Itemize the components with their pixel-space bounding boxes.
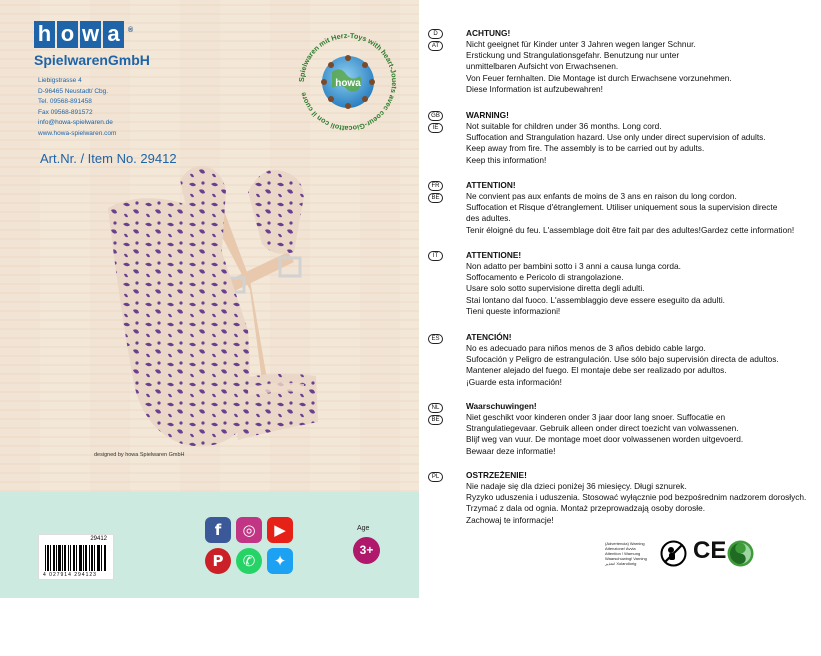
- globe-badge: [292, 26, 404, 138]
- globe-icon: [292, 26, 404, 138]
- logo-letter: o: [57, 21, 78, 48]
- warning-line: Usare solo sotto supervisione diretta degli adulti.: [466, 283, 645, 294]
- language-code: D: [428, 29, 443, 39]
- brand-name: SpielwarenGmbH: [34, 52, 150, 68]
- address-line: www.howa-spielwaren.com: [38, 129, 117, 137]
- pinterest-icon[interactable]: P: [205, 548, 231, 574]
- twitter-icon[interactable]: ✦: [267, 548, 293, 574]
- note-line: تحذير! Xolandiorig: [605, 561, 637, 566]
- warning-line: Diese Information ist aufzubewahren!: [466, 83, 603, 94]
- note-line: (Advertencia) Warning: [605, 541, 645, 546]
- warning-line: Nie nadaje się dla dzieci poniżej 36 miesięcy. Długi sznurek.: [466, 481, 687, 491]
- warning-title: ATTENTION!: [466, 180, 516, 190]
- warning-line: Soffocamento e Pericolo di strangolazione.: [466, 272, 624, 283]
- address-line: info@howa-spielwaren.de: [38, 119, 113, 126]
- age-label: Age: [357, 525, 370, 532]
- article-number: Art.Nr. / Item No. 29412: [40, 151, 177, 166]
- warning-title: WARNING!: [466, 110, 509, 120]
- globe-ring-text: Spielwaren mit Herz-Toys with heart-Jouets avec coeur-Giocattoli con il cuore: [296, 30, 400, 134]
- baby-carrier-image: [98, 160, 328, 455]
- warning-line: Trzymać z dala od ognia. Montaż przeprowadzają osoby dorosłe.: [466, 503, 706, 514]
- address-line: D-96465 Neustadt/ Cbg.: [38, 87, 109, 95]
- barcode-article-number: 29412: [90, 536, 107, 542]
- warning-line: Bewaar deze informatie!: [466, 445, 556, 456]
- address-line: Liebigstrasse 4: [38, 77, 82, 84]
- warning-line: Zachowaj te informacje!: [466, 514, 554, 525]
- warning-line: Tieni queste informazioni!: [466, 305, 561, 316]
- language-code: AT: [428, 41, 443, 51]
- warning-line: No es adecuado para niños menos de 3 años debido cable largo.: [466, 343, 706, 353]
- barcode-digits: 4 027914 294123: [43, 572, 97, 578]
- language-code: PL: [428, 472, 443, 482]
- logo-letter: w: [81, 21, 100, 46]
- logo-letter: h: [34, 21, 55, 48]
- language-code: BE: [428, 193, 443, 203]
- warning-line: Not suitable for children under 36 months. Long cord.: [466, 121, 662, 131]
- instagram-icon[interactable]: ◎: [236, 517, 262, 543]
- address-line: Fax 09568-891572: [38, 108, 93, 116]
- green-dot-recycle-icon: [727, 540, 754, 567]
- warning-line: Von Feuer fernhalten. Die Montage ist durch Erwachsene vorzunehmen.: [466, 72, 732, 83]
- note-line: Attention ! Warnung: [605, 551, 641, 556]
- warning-title: ACHTUNG!: [466, 28, 511, 38]
- language-code: IT: [428, 251, 443, 261]
- language-code: GB: [428, 111, 443, 121]
- warning-line: Tenir éloigné du feu. L'assemblage doit être fait par des adultes!Gardez cette information!: [466, 224, 795, 235]
- language-code: NL: [428, 403, 443, 413]
- warning-title: ATENCIÓN!: [466, 332, 512, 342]
- warning-line: Mantener alejado del fuego. El montaje debe ser realizado por adultos.: [466, 365, 727, 376]
- warning-line: Keep away from fire. The assembly is to be carried out by adults.: [466, 143, 705, 154]
- warning-line: Ne convient pas aux enfants de moins de 3 ans en raison du long cordon.: [466, 191, 737, 201]
- howa-logo: [34, 21, 134, 48]
- warning-line: unmittelbaren Aufsicht von Erwachsenen.: [466, 61, 619, 72]
- youtube-icon[interactable]: ▶: [267, 517, 293, 543]
- multilingual-warning-note: [605, 541, 647, 566]
- language-code: ES: [428, 334, 443, 344]
- age-badge: 3+: [353, 537, 380, 564]
- warning-title: ATTENTIONE!: [466, 250, 522, 260]
- warning-line: Keep this information!: [466, 154, 547, 165]
- registered-mark: ®: [128, 27, 134, 34]
- globe-center-text: howa: [335, 78, 361, 89]
- warning-line: Sufocación y Peligro de estrangulación. Use sólo bajo supervisión directa de adultos.: [466, 354, 779, 365]
- warning-line: Stai lontano dal fuoco. L'assemblaggio deve essere eseguito da adulti.: [466, 294, 725, 305]
- warning-title: OSTRZEŻENIE!: [466, 470, 527, 480]
- warning-line: des adultes.: [466, 213, 511, 224]
- language-code: BE: [428, 415, 443, 425]
- warning-line: Ryzyko uduszenia i uduszenia. Stosować wyłącznie pod bezpośrednim nadzorem dorosłych.: [466, 492, 807, 503]
- warning-line: Niet geschikt voor kinderen onder 3 jaar door lang snoer. Suffocatie en: [466, 412, 726, 422]
- designer-credit: designed by howa Spielwaren GmbH: [94, 452, 185, 458]
- warning-line: Blijf weg van vuur. De montage moet door volwassenen worden uitgevoerd.: [466, 434, 744, 445]
- warning-title: Waarschuwingen!: [466, 401, 537, 411]
- address-line: Tel. 09568-891458: [38, 98, 92, 105]
- warning-line: Suffocation and Strangulation hazard. Use only under direct supervision of adults.: [466, 132, 766, 143]
- logo-letter: a: [103, 21, 124, 48]
- warning-line: Strangulatiegevaar. Gebruik alleen onder direct toezicht van volwassenen.: [466, 423, 739, 434]
- not-for-under-3-icon: [660, 540, 687, 567]
- language-code: IE: [428, 123, 443, 133]
- warning-line: Erstickung und Strangulationsgefahr. Benutzung nur unter: [466, 50, 680, 61]
- language-code: FR: [428, 181, 443, 191]
- note-line: Attenzione! Avvia: [605, 546, 636, 551]
- warning-line: Nicht geeignet für Kinder unter 3 Jahren wegen langer Schnur.: [466, 39, 696, 49]
- barcode-bars: [45, 545, 107, 571]
- whatsapp-icon[interactable]: ✆: [236, 548, 262, 574]
- warning-line: Suffocation et Risque d'étranglement. Utiliser uniquement sous la supervision directe: [466, 202, 778, 213]
- barcode: [38, 534, 114, 580]
- facebook-icon[interactable]: f: [205, 517, 231, 543]
- ce-mark: CE: [693, 537, 727, 564]
- warning-line: Non adatto per bambini sotto i 3 anni a causa lunga corda.: [466, 261, 681, 271]
- note-line: Waarschuwing! Varning: [605, 556, 647, 561]
- warning-line: ¡Guarde esta información!: [466, 376, 562, 387]
- company-address: [38, 76, 116, 139]
